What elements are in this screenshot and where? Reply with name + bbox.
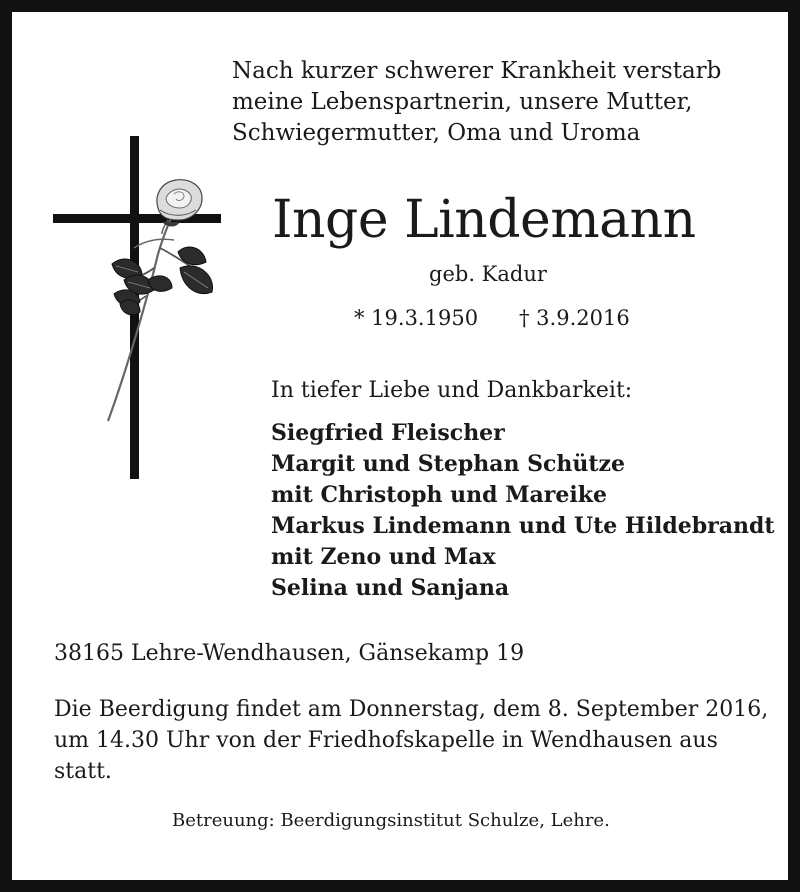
death-date: † 3.9.2016 <box>519 306 630 330</box>
intro-line: Nach kurzer schwerer Krankheit verstarb <box>232 58 722 84</box>
intro-line: meine Lebenspartnerin, unsere Mutter, <box>232 89 693 115</box>
mourner-line: Siegfried Fleischer <box>271 420 505 446</box>
mourner-line: Margit und Stephan Schütze <box>271 451 626 477</box>
thanks-line: In tiefer Liebe und Dankbarkeit: <box>271 378 633 403</box>
mourner-line: mit Zeno und Max <box>271 544 496 570</box>
intro-text <box>232 56 752 149</box>
birth-date: * 19.3.1950 <box>354 306 479 330</box>
funeral-line: Die Beerdigung findet am Donnerstag, dem 8. September 2016, <box>54 697 769 722</box>
address-line: 38165 Lehre-Wendhausen, Gänsekamp 19 <box>54 641 525 666</box>
mourners-list <box>271 418 775 604</box>
cross-with-rose-image <box>50 136 230 481</box>
funeral-notice <box>54 694 769 787</box>
mourner-line: Selina und Sanjana <box>271 575 510 601</box>
undertaker-credit: Betreuung: Beerdigungsinstitut Schulze, Lehre. <box>172 810 610 831</box>
funeral-line: statt. <box>54 759 112 784</box>
obituary-card <box>12 12 788 880</box>
funeral-line: um 14.30 Uhr von der Friedhofskapelle in Wendhausen aus <box>54 728 718 753</box>
mourner-line: mit Christoph und Mareike <box>271 482 607 508</box>
intro-line: Schwiegermutter, Oma und Uroma <box>232 120 641 146</box>
mourner-line: Markus Lindemann und Ute Hildebrandt <box>271 513 775 539</box>
maiden-name: geb. Kadur <box>429 262 547 286</box>
deceased-name: Inge Lindemann <box>272 190 696 250</box>
